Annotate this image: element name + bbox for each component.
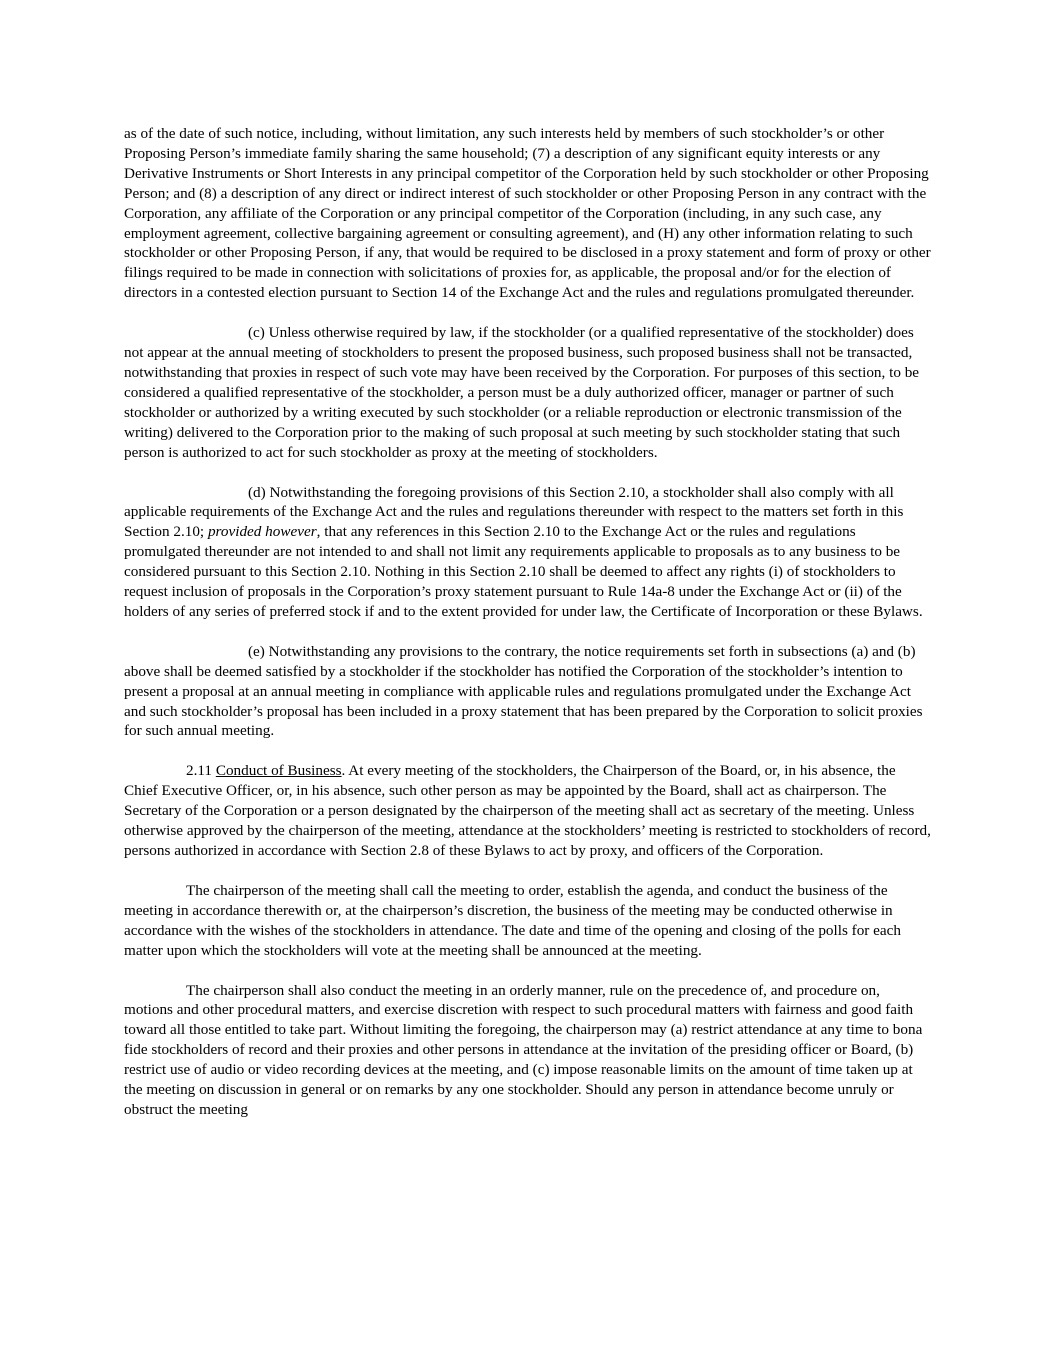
provided-however-italic: provided however bbox=[207, 523, 317, 541]
paragraph-chairperson-agenda: The chairperson of the meeting shall call the meeting to order, establish the agenda, and conduct the business of the meeting in accordance therewith or, at the chairperson’s discretion, the business of the meeting may be conducted otherwise in accordance with the wishes of the stockholders in attendance. The date and time of the opening and closing of the polls for each matter upon which the stockholders will vote at the meeting shall be announced at the meeting. bbox=[124, 881, 901, 959]
paragraph-section-2-11 bbox=[124, 761, 932, 861]
paragraph-subsection-c: (c) Unless otherwise required by law, if the stockholder (or a qualified representative of the stockholder) does not appear at the annual meeting of stockholders to present the proposed business, such proposed business shall not be transacted, notwithstanding that proxies in respect of such vote may have been received by the Corporation. For purposes of this section, to be considered a qualified representative of the stockholder, a person must be a duly authorized officer, manager or partner of such stockholder or authorized by a writing executed by such stockholder (or a reliable reproduction or electronic transmission of the writing) delivered to the Corporation prior to the making of such proposal at such meeting by such stockholder stating that such person is authorized to act for such stockholder as proxy at the meeting of stockholders. bbox=[124, 324, 920, 461]
section-body: . At every meeting of the stockholders, the Chairperson of the Board, or, in his absence, the Chief Executive Officer, or, in his absence, such other person as may be appointed by the Board, shall act as chairperson. The Secretary of the Corporation or a person designated by the chairperson of the meeting shall act as secretary of the meeting. Unless otherwise approved by the chairperson of the meeting, attendance at the stockholders’ meeting is restricted to stockholders of record, persons authorized in accordance with Section 2.8 of these Bylaws to act by proxy, and officers of the Corporation. bbox=[124, 762, 931, 859]
paragraph-subsection-e: (e) Notwithstanding any provisions to the contrary, the notice requirements set forth in subsections (a) and (b) above shall be deemed satisfied by a stockholder if the stockholder has notified the Corporation of the stockholder’s intention to present a proposal at an annual meeting in compliance with applicable rules and regulations promulgated under the Exchange Act and such stockholder’s proposal has been included in a proxy statement that has been prepared by the Corporation to solicit proxies for such annual meeting. bbox=[124, 642, 923, 740]
subsection-d-text-end: , that any references in this Section 2.10 to the Exchange Act or the rules and regulations promulgated thereunder are not intended to and shall not limit any requirements applicable to proposals as to any business to be considered pursuant to this Section 2.10. Nothing in this Section 2.10 shall be deemed to affect any rights (i) of stockholders to request inclusion of proposals in the Corporation’s proxy statement pursuant to Rule 14a-8 under the Exchange Act or (ii) of the holders of any series of preferred stock if and to the extent provided for under law, the Certificate of Incorporation or these Bylaws. bbox=[124, 523, 923, 620]
document-page bbox=[124, 124, 932, 1140]
paragraph-subsection-d bbox=[124, 483, 932, 622]
paragraph-continuation: as of the date of such notice, including, without limitation, any such interests held by members of such stockholder’s or other Proposing Person’s immediate family sharing the same household; (7) a description of any significant equity interests or any Derivative Instruments or Short Interests in any principal competitor of the Corporation held by such stockholder or other Proposing Person; and (8) a description of any direct or indirect interest of such stockholder or other Proposing Person in any contract with the Corporation, any affiliate of the Corporation or any principal competitor of the Corporation (including, in any such case, any employment agreement, collective bargaining agreement or consulting agreement), and (H) any other information relating to such stockholder or other Proposing Person, if any, that would be required to be disclosed in a proxy statement and form of proxy or other filings required to be made in connection with solicitations of proxies for, as applicable, the proposal and/or for the election of directors in a contested election pursuant to Section 14 of the Exchange Act and the rules and regulations promulgated thereunder. bbox=[124, 125, 931, 302]
paragraph-chairperson-conduct: The chairperson shall also conduct the meeting in an orderly manner, rule on the precedence of, and procedure on, motions and other procedural matters, and exercise discretion with respect to such procedural matters with fairness and good faith toward all those entitled to take part. Without limiting the foregoing, the chairperson may (a) restrict attendance at any time to bona fide stockholders of record and their proxies and other persons in attendance at the invitation of the presiding officer or Board, (b) restrict use of audio or video recording devices at the meeting, and (c) impose reasonable limits on the amount of time taken up at the meeting on discussion in general or on remarks by any one stockholder. Should any person in attendance become unruly or obstruct the meeting bbox=[124, 981, 923, 1118]
subsection-d-text-start: (d) Notwithstanding the foregoing provisions of this Section 2.10, a stockholder shall also comply with all applicable requirements of the Exchange Act and the rules and regulations thereunder with respect to the matters set forth in this Section 2.10; bbox=[124, 483, 904, 541]
section-heading: Conduct of Business bbox=[215, 762, 342, 780]
section-number: 2.11 bbox=[186, 762, 216, 780]
